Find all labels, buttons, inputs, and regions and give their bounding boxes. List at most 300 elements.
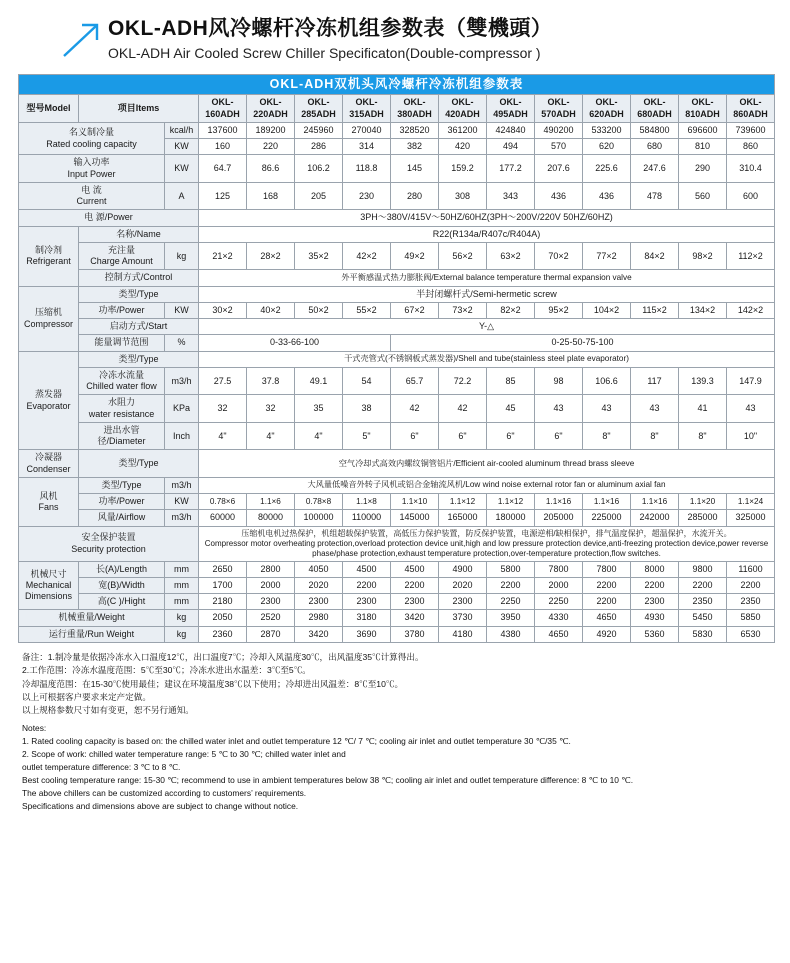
note-en-5: The above chillers can be customized according to customers’ requirements.	[22, 787, 307, 798]
security-label	[19, 526, 199, 561]
cell: 420	[439, 139, 487, 155]
table-row	[19, 335, 775, 351]
note-en-4: Best cooling temperature range: 15-30 ℃; recommend to use in ambient temperatures below 38 ℃; cooling air inlet and outlet temperature difference: 8 ℃ to 10 ℃.	[22, 774, 634, 785]
cell: 1.1×20	[679, 494, 727, 510]
cell: 1.1×12	[439, 494, 487, 510]
refrigerant-control-label: 控制方式/Control	[79, 270, 199, 286]
cell: 1.1×12	[487, 494, 535, 510]
cell: 139.3	[679, 367, 727, 395]
cell: 73×2	[439, 302, 487, 318]
input-power-label-en: Input Power	[67, 168, 116, 179]
cell: 86.6	[247, 155, 295, 183]
refrigerant-charge-label	[79, 242, 165, 270]
cell: 118.8	[343, 155, 391, 183]
compressor-capacity-value-2: 0-25-50-75-100	[391, 335, 775, 351]
cell: 30×2	[199, 302, 247, 318]
cell: 43	[727, 395, 775, 423]
cell: 328520	[391, 122, 439, 138]
security-label-cn: 安全保护装置	[81, 532, 136, 543]
table-row	[19, 122, 775, 138]
cell: 207.6	[535, 155, 583, 183]
cell: 382	[391, 139, 439, 155]
cell: 2200	[391, 577, 439, 593]
cell: 10"	[727, 422, 775, 450]
cell: 72.2	[439, 367, 487, 395]
evaporator-diameter-label: 进出水管径/Diameter	[79, 422, 165, 450]
cell: 2300	[343, 594, 391, 610]
cell: 60000	[199, 510, 247, 526]
cell: 361200	[439, 122, 487, 138]
cell: 280	[391, 182, 439, 210]
dimensions-length-label: 长(A)/Length	[79, 561, 165, 577]
cell: 168	[247, 182, 295, 210]
cell: 2360	[199, 626, 247, 642]
cell: 2300	[439, 594, 487, 610]
cell: 2350	[679, 594, 727, 610]
cell: 436	[535, 182, 583, 210]
table-banner-row	[19, 74, 775, 95]
current-label-en: Current	[76, 196, 107, 207]
cell: 205000	[535, 510, 583, 526]
cell: 11600	[727, 561, 775, 577]
table-row	[19, 594, 775, 610]
cell: 560	[679, 182, 727, 210]
cell: 98	[535, 367, 583, 395]
model-col-11: OKL-810ADH	[679, 95, 727, 123]
cell: 50×2	[295, 302, 343, 318]
cell: 4180	[439, 626, 487, 642]
table-row	[19, 270, 775, 286]
cell: 739600	[727, 122, 775, 138]
spec-table	[18, 74, 775, 643]
cell: 5450	[679, 610, 727, 626]
cell: 5830	[679, 626, 727, 642]
cell: 4050	[295, 561, 343, 577]
cell: 41	[679, 395, 727, 423]
cell: 110000	[343, 510, 391, 526]
model-col-5: OKL-380ADH	[391, 95, 439, 123]
cell: 2650	[199, 561, 247, 577]
cell: 2020	[295, 577, 343, 593]
cell: 117	[631, 367, 679, 395]
cell: 9800	[679, 561, 727, 577]
input-power-label-cn: 输入功率	[73, 157, 110, 168]
cell: 2200	[679, 577, 727, 593]
cell: 98×2	[679, 242, 727, 270]
power-supply-label: 电 源/Power	[19, 210, 199, 226]
refrigerant-group	[19, 226, 79, 286]
dimensions-group-en-1: Mechanical	[25, 579, 72, 590]
cell: 270040	[343, 122, 391, 138]
cell: 2250	[535, 594, 583, 610]
cell: 600	[727, 182, 775, 210]
cell: 436	[583, 182, 631, 210]
cell: 3420	[295, 626, 343, 642]
cell: 860	[727, 139, 775, 155]
note-cn-4: 以上可根据客户要求来定产定做。	[22, 691, 151, 702]
cell: 65.7	[391, 367, 439, 395]
note-en-2: 2. Scope of work: chilled water temperature range: 5 ℃ to 30 ℃; chilled water inlet and	[22, 748, 346, 759]
cell: 70×2	[535, 242, 583, 270]
evaporator-flow-label-cn: 冷冻水流量	[98, 369, 144, 380]
current-unit: A	[165, 182, 199, 210]
cell: 137600	[199, 122, 247, 138]
cell: 145000	[391, 510, 439, 526]
condenser-group-en: Condenser	[26, 463, 71, 474]
cell: 35	[295, 395, 343, 423]
current-label	[19, 182, 165, 210]
cell: 2250	[487, 594, 535, 610]
cell: 1.1×6	[247, 494, 295, 510]
cell: 177.2	[487, 155, 535, 183]
compressor-group	[19, 286, 79, 351]
cell: 2200	[583, 594, 631, 610]
security-text-cn: 压缩机电机过热保护，机组超载保护装置，高低压力保护装置，防反保护装置，电源逆相/缺相保护，排气温度保护，超温保护，水流开关。	[241, 528, 732, 538]
cell: 308	[439, 182, 487, 210]
cell: 6"	[391, 422, 439, 450]
cell: 125	[199, 182, 247, 210]
spec-table-wrap	[0, 70, 790, 643]
evaporator-diameter-unit: Inch	[165, 422, 199, 450]
evaporator-flow-unit: m3/h	[165, 367, 199, 395]
cell: 230	[343, 182, 391, 210]
table-row	[19, 367, 775, 395]
cell: 2300	[295, 594, 343, 610]
refrigerant-control-value: 外平衡感温式热力膨胀阀/External balance temperature thermal expansion valve	[199, 270, 775, 286]
evaporator-flow-label	[79, 367, 165, 395]
note-cn-5: 以上规格参数尺寸如有变更，恕不另行通知。	[22, 705, 194, 716]
cell: 54	[343, 367, 391, 395]
model-col-8: OKL-570ADH	[535, 95, 583, 123]
fans-type-value: 大风量低噪音外转子风机或铝合金轴流风机/Low wind noise external rotor fan or aluminum axial fan	[199, 477, 775, 493]
cell: 424840	[487, 122, 535, 138]
cell: 314	[343, 139, 391, 155]
model-col-10: OKL-680ADH	[631, 95, 679, 123]
cell: 43	[583, 395, 631, 423]
cell: 145	[391, 155, 439, 183]
machine-weight-label: 机械重量/Weight	[19, 610, 165, 626]
model-col-4: OKL-315ADH	[343, 95, 391, 123]
model-col-7: OKL-495ADH	[487, 95, 535, 123]
cell: 134×2	[679, 302, 727, 318]
cell: 2350	[727, 594, 775, 610]
cell: 2520	[247, 610, 295, 626]
cell: 32	[199, 395, 247, 423]
cell: 1700	[199, 577, 247, 593]
cell: 27.5	[199, 367, 247, 395]
cell: 4"	[199, 422, 247, 450]
cell: 112×2	[727, 242, 775, 270]
cell: 247.6	[631, 155, 679, 183]
cell: 106.2	[295, 155, 343, 183]
condenser-type-label: 类型/Type	[79, 450, 199, 478]
note-cn-3: 冷却温度范围：在15-30℃使用最佳；建议在环境温度38℃以下使用；冷却进出风温差：8℃至10℃。	[22, 678, 404, 689]
model-col-2: OKL-220ADH	[247, 95, 295, 123]
machine-weight-unit: kg	[165, 610, 199, 626]
cell: 2200	[727, 577, 775, 593]
refrigerant-charge-label-cn: 充注量	[107, 244, 135, 255]
cell: 21×2	[199, 242, 247, 270]
cell: 64.7	[199, 155, 247, 183]
input-power-label	[19, 155, 165, 183]
cell: 570	[535, 139, 583, 155]
cell: 63×2	[487, 242, 535, 270]
cell: 1.1×16	[631, 494, 679, 510]
evaporator-type-value: 干式壳管式(不锈钢板式蒸发器)/Shell and tube(stainless steel plate evaporator)	[199, 351, 775, 367]
fans-group-cn: 风机	[39, 490, 58, 501]
cell: 1.1×24	[727, 494, 775, 510]
refrigerant-name-label: 名称/Name	[79, 226, 199, 242]
cell: 290	[679, 155, 727, 183]
cell: 245960	[295, 122, 343, 138]
cell: 696600	[679, 122, 727, 138]
cell: 8"	[583, 422, 631, 450]
table-row	[19, 182, 775, 210]
table-row	[19, 510, 775, 526]
cell: 82×2	[487, 302, 535, 318]
cell: 2300	[391, 594, 439, 610]
table-row	[19, 242, 775, 270]
compressor-group-cn: 压缩机	[34, 307, 62, 318]
cell: 4380	[487, 626, 535, 642]
cell: 620	[583, 139, 631, 155]
cell: 28×2	[247, 242, 295, 270]
cell: 225000	[583, 510, 631, 526]
dimensions-group	[19, 561, 79, 610]
security-value	[199, 526, 775, 561]
cell: 286	[295, 139, 343, 155]
input-power-unit: KW	[165, 155, 199, 183]
refrigerant-name-value: R22(R134a/R407c/R404A)	[199, 226, 775, 242]
table-row	[19, 226, 775, 242]
compressor-start-label: 启动方式/Start	[79, 319, 199, 335]
table-row	[19, 450, 775, 478]
evaporator-group-cn: 蒸发器	[34, 389, 62, 400]
cell: 533200	[583, 122, 631, 138]
cell: 85	[487, 367, 535, 395]
compressor-type-value: 半封闭螺杆式/Semi-hermetic screw	[199, 286, 775, 302]
cell: 5800	[487, 561, 535, 577]
cell: 67×2	[391, 302, 439, 318]
cell: 4930	[631, 610, 679, 626]
cell: 95×2	[535, 302, 583, 318]
cell: 6"	[487, 422, 535, 450]
cell: 4500	[343, 561, 391, 577]
dimensions-width-unit: mm	[165, 577, 199, 593]
compressor-capacity-unit: %	[165, 335, 199, 351]
cell: 147.9	[727, 367, 775, 395]
cell: 6"	[439, 422, 487, 450]
dimensions-group-en-2: Dimensions	[24, 591, 73, 602]
cell: 2200	[631, 577, 679, 593]
cell: 4330	[535, 610, 583, 626]
cell: 2200	[487, 577, 535, 593]
condenser-group	[19, 450, 79, 478]
cell: 3950	[487, 610, 535, 626]
power-supply-value: 3PH～380V/415V～50HZ/60HZ(3PH～200V/220V 50HZ/60HZ)	[199, 210, 775, 226]
evaporator-type-label: 类型/Type	[79, 351, 199, 367]
model-col-3: OKL-285ADH	[295, 95, 343, 123]
rated-cooling-unit-kw: KW	[165, 139, 199, 155]
security-label-en: Security protection	[71, 543, 146, 554]
cell: 7800	[535, 561, 583, 577]
model-col-9: OKL-620ADH	[583, 95, 631, 123]
table-row	[19, 477, 775, 493]
table-row	[19, 351, 775, 367]
compressor-type-label: 类型/Type	[79, 286, 199, 302]
evaporator-flow-label-en: Chilled water flow	[86, 381, 157, 392]
cell: 584800	[631, 122, 679, 138]
cell: 3420	[391, 610, 439, 626]
evaporator-resistance-label-cn: 水阻力	[107, 397, 135, 408]
cell: 2000	[247, 577, 295, 593]
cell: 680	[631, 139, 679, 155]
cell: 43	[631, 395, 679, 423]
condenser-group-cn: 冷凝器	[34, 452, 62, 463]
cell: 4650	[535, 626, 583, 642]
fans-power-label: 功率/Power	[79, 494, 165, 510]
cell: 180000	[487, 510, 535, 526]
cell: 42×2	[343, 242, 391, 270]
items-label: 项目Items	[79, 95, 199, 123]
cell: 1.1×16	[535, 494, 583, 510]
title-block	[108, 16, 552, 64]
current-label-cn: 电 流	[81, 184, 102, 195]
cell: 343	[487, 182, 535, 210]
note-en-3: outlet temperature difference: 3 ℃ to 8 ℃.	[22, 761, 181, 772]
cell: 104×2	[583, 302, 631, 318]
compressor-start-value: Y-△	[199, 319, 775, 335]
cell: 115×2	[631, 302, 679, 318]
evaporator-group-en: Evaporator	[26, 400, 71, 411]
model-label: 型号Model	[19, 95, 79, 123]
cell: 4500	[391, 561, 439, 577]
dimensions-width-label: 宽(B)/Width	[79, 577, 165, 593]
table-row	[19, 302, 775, 318]
cell: 2000	[535, 577, 583, 593]
cell: 8000	[631, 561, 679, 577]
cell: 5360	[631, 626, 679, 642]
table-row	[19, 210, 775, 226]
cell: 7800	[583, 561, 631, 577]
security-text-en: Compressor motor overheating protection,overload protection device unit,high and low pressure protection device,anti-freezing protection device,power reverse phase/phase protection,exhaust temperature protection,over-temperature protection,flow switches.	[204, 538, 769, 558]
cell: 810	[679, 139, 727, 155]
cell: 2300	[631, 594, 679, 610]
table-row	[19, 422, 775, 450]
notes-block	[0, 643, 790, 813]
rated-cooling-unit-kcal: kcal/h	[165, 122, 199, 138]
table-banner: OKL-ADH双机头风冷螺杆冷冻机组参数表	[19, 74, 775, 95]
page-title-en: OKL-ADH Air Cooled Screw Chiller Specificaton(Double-compressor )	[108, 45, 541, 62]
cell: 1.1×10	[391, 494, 439, 510]
table-row	[19, 526, 775, 561]
rated-cooling-label-cn: 名义制冷量	[68, 127, 114, 138]
compressor-power-unit: KW	[165, 302, 199, 318]
cell: 6530	[727, 626, 775, 642]
cell: 242000	[631, 510, 679, 526]
evaporator-resistance-label	[79, 395, 165, 423]
model-col-12: OKL-860ADH	[727, 95, 775, 123]
note-cn-2: 2.工作范围：冷冻水温度范围：5℃至30℃；冷冻水进出水温差：3℃至5℃。	[22, 665, 311, 676]
cell: 3690	[343, 626, 391, 642]
cell: 55×2	[343, 302, 391, 318]
cell: 310.4	[727, 155, 775, 183]
cell: 2980	[295, 610, 343, 626]
evaporator-group	[19, 351, 79, 450]
cell: 4"	[295, 422, 343, 450]
notes-en-title: Notes:	[22, 722, 47, 733]
cell: 205	[295, 182, 343, 210]
cell: 4650	[583, 610, 631, 626]
cell: 37.8	[247, 367, 295, 395]
note-cn-1: 备注：1.制冷量是依据冷冻水入口温度12℃，出口温度7℃；冷却入风温度30℃，出风温度35℃计算得出。	[22, 651, 424, 662]
arrow-up-right-icon	[60, 20, 104, 60]
document-header	[0, 0, 790, 70]
fans-type-unit: m3/h	[165, 477, 199, 493]
refrigerant-charge-unit: kg	[165, 242, 199, 270]
cell: 189200	[247, 122, 295, 138]
cell: 4"	[247, 422, 295, 450]
cell: 49.1	[295, 367, 343, 395]
compressor-capacity-label: 能量调节范围	[79, 335, 165, 351]
cell: 6"	[535, 422, 583, 450]
cell: 3780	[391, 626, 439, 642]
cell: 159.2	[439, 155, 487, 183]
cell: 80000	[247, 510, 295, 526]
cell: 4920	[583, 626, 631, 642]
table-row	[19, 155, 775, 183]
cell: 38	[343, 395, 391, 423]
cell: 42	[439, 395, 487, 423]
compressor-group-en: Compressor	[23, 318, 73, 329]
cell: 285000	[679, 510, 727, 526]
page-title-cn: OKL-ADH风冷螺杆冷冻机组参数表（雙機頭）	[108, 17, 553, 40]
compressor-capacity-value-1: 0-33-66-100	[199, 335, 391, 351]
cell: 3180	[343, 610, 391, 626]
cell: 165000	[439, 510, 487, 526]
refrigerant-group-cn: 制冷剂	[34, 244, 62, 255]
cell: 100000	[295, 510, 343, 526]
dimensions-length-unit: mm	[165, 561, 199, 577]
cell: 35×2	[295, 242, 343, 270]
cell: 56×2	[439, 242, 487, 270]
cell: 77×2	[583, 242, 631, 270]
table-row	[19, 561, 775, 577]
fans-airflow-label: 风量/Airflow	[79, 510, 165, 526]
cell: 220	[247, 139, 295, 155]
cell: 142×2	[727, 302, 775, 318]
run-weight-label: 运行重量/Run Weight	[19, 626, 165, 642]
cell: 2050	[199, 610, 247, 626]
cell: 2200	[343, 577, 391, 593]
cell: 4900	[439, 561, 487, 577]
table-row	[19, 610, 775, 626]
cell: 5850	[727, 610, 775, 626]
dimensions-height-unit: mm	[165, 594, 199, 610]
cell: 84×2	[631, 242, 679, 270]
table-row	[19, 626, 775, 642]
cell: 49×2	[391, 242, 439, 270]
table-header-row	[19, 95, 775, 123]
cell: 8"	[679, 422, 727, 450]
rated-cooling-label	[19, 122, 165, 155]
cell: 43	[535, 395, 583, 423]
cell: 5"	[343, 422, 391, 450]
cell: 325000	[727, 510, 775, 526]
cell: 2020	[439, 577, 487, 593]
fans-airflow-unit: m3/h	[165, 510, 199, 526]
fans-type-label: 类型/Type	[79, 477, 165, 493]
